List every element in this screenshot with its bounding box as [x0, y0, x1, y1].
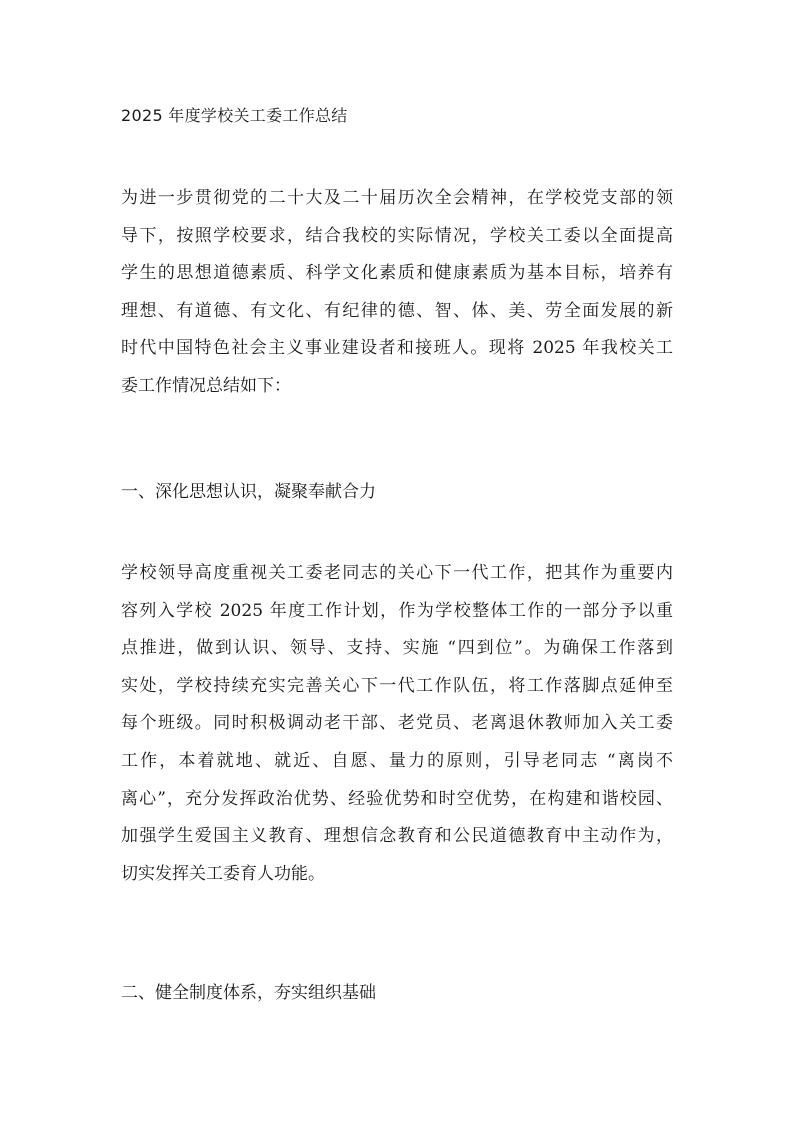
paragraph-line: 学生的思想道德素质、科学文化素质和健康素质为基本目标，培养有: [121, 263, 673, 284]
paragraph-line: 点推进，做到认识、领导、支持、实施 “四到位”。为确保工作落到: [121, 638, 673, 659]
section-heading-1: 一、深化思想认识，凝聚奉献合力: [121, 482, 376, 502]
section-heading-2: 二、健全制度体系，夯实组织基础: [121, 983, 376, 1003]
paragraph-line: 离心”，充分发挥政治优势、经验优势和时空优势，在构建和谐校园、: [121, 788, 673, 809]
paragraph-line: 容列入学校 2025 年度工作计划，作为学校整体工作的一部分予以重: [121, 600, 673, 621]
paragraph-line: 学校领导高度重视关工委老同志的关心下一代工作，把其作为重要内: [121, 563, 673, 583]
paragraph-line: 切实发挥关工委育人功能。: [121, 863, 325, 884]
paragraph-line: 委工作情况总结如下：: [121, 375, 291, 396]
paragraph-line: 每个班级。同时积极调动老干部、老党员、老离退休教师加入关工委: [121, 713, 673, 734]
document-title: 2025 年度学校关工委工作总结: [121, 106, 348, 125]
paragraph-line: 工作，本着就地、就近、自愿、量力的原则，引导老同志 “离岗不: [121, 750, 673, 771]
section-1-paragraph: [121, 555, 673, 893]
paragraph-line: 为进一步贯彻党的二十大及二十届历次全会精神，在学校党支部的领: [121, 188, 673, 208]
paragraph-line: 加强学生爱国主义教育、理想信念教育和公民道德教育中主动作为，: [121, 826, 673, 847]
paragraph-line: 导下，按照学校要求，结合我校的实际情况，学校关工委以全面提高: [121, 225, 673, 246]
intro-paragraph: [121, 180, 673, 406]
paragraph-line: 理想、有道德、有文化、有纪律的德、智、体、美、劳全面发展的新: [121, 300, 673, 321]
paragraph-line: 时代中国特色社会主义事业建设者和接班人。现将 2025 年我校关工: [121, 338, 673, 359]
paragraph-line: 实处，学校持续充实完善关心下一代工作队伍，将工作落脚点延伸至: [121, 675, 673, 696]
